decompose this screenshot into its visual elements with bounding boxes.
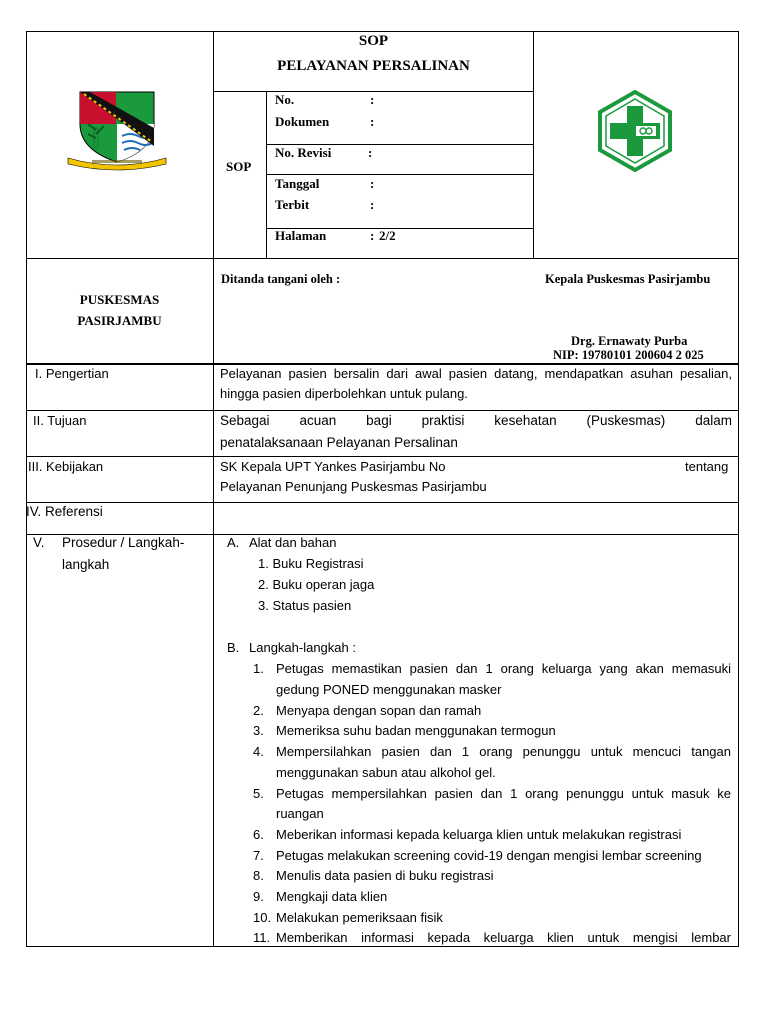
step-text: Mempersilahkan pasien dan 1 orang penunggu untuk mencuci tangan — [276, 744, 731, 759]
pengertian-text-line1: Pelayanan pasien bersalin dari awal pasien datang, mendapatkan asuhan pesalian, — [220, 366, 732, 381]
step-number: 7. — [253, 848, 264, 863]
section-label-tujuan: II. Tujuan — [33, 413, 87, 428]
field-label-tanggal: Tanggal — [275, 176, 320, 191]
alat-item: 2. Buku operan jaga — [258, 577, 375, 592]
step-number: 3. — [253, 723, 264, 738]
alat-heading: Alat dan bahan — [249, 535, 337, 550]
step-number: 10. — [253, 910, 272, 925]
field-colon-halaman: : — [370, 228, 375, 243]
header-row-divider — [26, 258, 739, 259]
step-text-continued: ruangan — [276, 806, 324, 821]
field-label-no: No. — [275, 92, 295, 107]
step-number: 2. — [253, 703, 264, 718]
sop-label: SOP — [226, 159, 252, 174]
langkah-marker: B. — [227, 640, 240, 655]
row-divider-1 — [26, 410, 739, 411]
document-title-line1: SOP — [358, 33, 389, 49]
section-label-prosedur-line2: langkah — [62, 557, 110, 572]
alat-marker: A. — [227, 535, 240, 550]
signed-by-label: Ditanda tangani oleh : — [221, 272, 341, 286]
document-title-line2: PELAYANAN PERSALINAN — [277, 58, 470, 74]
alat-item: 3. Status pasien — [258, 598, 352, 613]
step-text: Memeriksa suhu badan menggunakan termogun — [276, 723, 556, 738]
org-name-line1: PUSKESMAS — [79, 292, 160, 307]
sop-divider — [266, 91, 267, 259]
step-number: 4. — [253, 744, 264, 759]
step-text: Melakukan pemeriksaan fisik — [276, 910, 443, 925]
step-text: Petugas melakukan screening covid-19 dengan mengisi lembar screening — [276, 848, 702, 863]
step-text: Memberikan informasi kepada keluarga klien untuk mengisi lembar — [276, 930, 731, 945]
head-name: Drg. Ernawaty Purba — [571, 334, 688, 348]
step-number: 1. — [253, 661, 264, 676]
step-number: 8. — [253, 868, 264, 883]
step-number: 6. — [253, 827, 264, 842]
field-colon-terbit: : — [370, 197, 375, 212]
head-nip: NIP: 19780101 200604 2 025 — [553, 348, 704, 362]
tujuan-text-line2: penatalaksanaan Pelayanan Persalinan — [220, 435, 458, 450]
section-label-kebijakan: III. Kebijakan — [28, 459, 104, 474]
alat-item: 1. Buku Registrasi — [258, 556, 364, 571]
step-text: Petugas mempersilahkan pasien dan 1 orang penunggu untuk masuk ke — [276, 786, 731, 801]
puskesmas-logo-icon — [594, 90, 676, 172]
row-divider-2 — [26, 456, 739, 457]
section-label-referensi: IV. Referensi — [26, 504, 103, 519]
field-label-terbit: Terbit — [275, 197, 310, 212]
step-text: Meberikan informasi kepada keluarga klien untuk melakukan registrasi — [276, 827, 682, 842]
org-name-line2: PASIRJAMBU — [77, 313, 162, 328]
field-colon-dokumen: : — [370, 114, 375, 129]
kebijakan-text-line1b: tentang — [685, 459, 729, 474]
step-number: 9. — [253, 889, 264, 904]
step-text: Menulis data pasien di buku registrasi — [276, 868, 494, 883]
head-title: Kepala Puskesmas Pasirjambu — [545, 272, 711, 286]
content-column-divider — [213, 364, 214, 947]
header-divider-left — [213, 31, 214, 364]
section-label-prosedur-line1: Prosedur / Langkah- — [62, 535, 185, 550]
field-divider-2 — [266, 174, 534, 175]
kebijakan-text-line2: Pelayanan Penunjang Puskesmas Pasirjambu — [220, 479, 487, 494]
row-divider-3 — [26, 502, 739, 503]
field-colon-tanggal: : — [370, 176, 375, 191]
step-number: 11. — [253, 930, 271, 945]
pengertian-text-line2: hingga pasien diperbolehkan untuk pulang. — [220, 386, 468, 401]
field-label-dokumen: Dokumen — [275, 114, 330, 129]
langkah-heading: Langkah-langkah : — [249, 640, 356, 655]
step-number: 5. — [253, 786, 264, 801]
step-text: Menyapa dengan sopan dan ramah — [276, 703, 482, 718]
step-text: Petugas memastikan pasien dan 1 orang keluarga yang akan memasuki — [276, 661, 731, 676]
tujuan-text-line1: Sebagai acuan bagi praktisi kesehatan (Puskesmas) dalam — [220, 413, 732, 428]
field-colon-revisi: : — [368, 145, 373, 160]
step-text: Mengkaji data klien — [276, 889, 388, 904]
field-value-halaman: 2/2 — [379, 228, 396, 243]
section-label-prosedur-num: V. — [33, 535, 45, 550]
section-label-pengertian: I. Pengertian — [35, 366, 109, 381]
field-label-revisi: No. Revisi — [275, 145, 332, 160]
field-colon-no: : — [370, 92, 375, 107]
regional-emblem-icon — [64, 88, 170, 172]
step-text-continued: menggunakan sabun atau alkohol gel. — [276, 765, 496, 780]
field-label-halaman: Halaman — [275, 228, 327, 243]
kebijakan-text-line1a: SK Kepala UPT Yankes Pasirjambu No — [220, 459, 446, 474]
step-text-continued: gedung PONED menggunakan masker — [276, 682, 502, 697]
